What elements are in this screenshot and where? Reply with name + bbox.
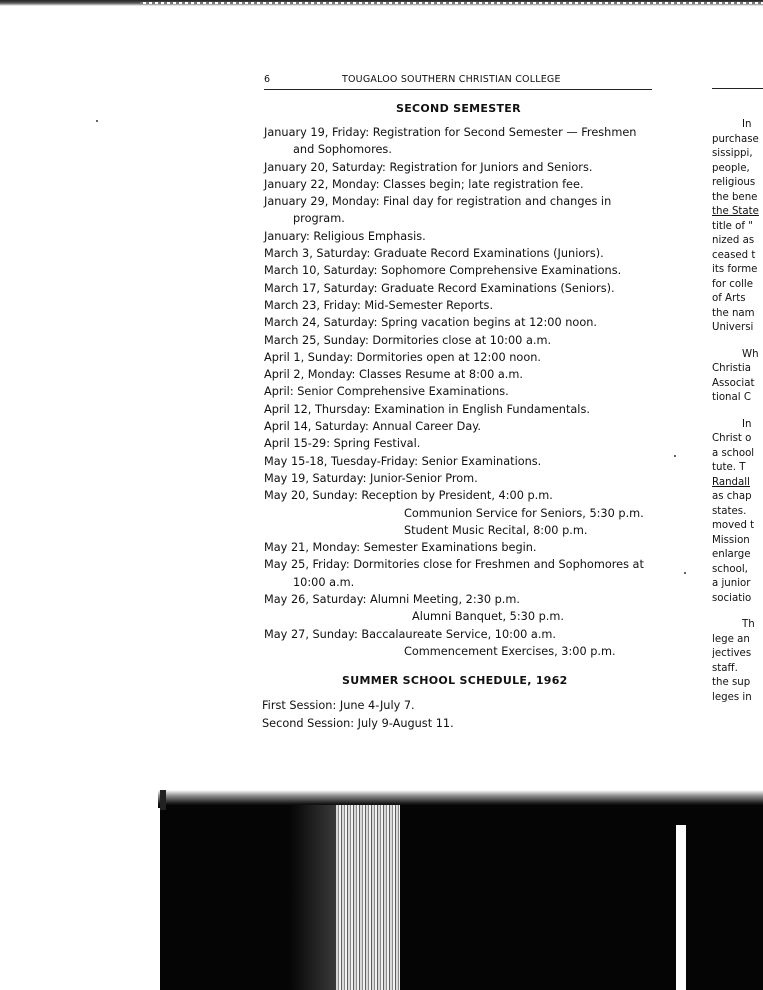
facing-text-fragment: for colle	[712, 278, 754, 290]
facing-text-fragment: purchase	[712, 133, 759, 145]
facing-paragraph-gap	[712, 406, 763, 418]
facing-page-text	[712, 118, 763, 705]
facing-text-fragment: the nam	[712, 307, 755, 319]
running-title: TOUGALOO SOUTHERN CHRISTIAN COLLEGE	[342, 74, 561, 85]
schedule-entry-text: March 25, Sunday: Dormitories close at 10:00 a.m.	[264, 333, 552, 347]
schedule-entry-text: May 21, Monday: Semester Examinations begin.	[264, 541, 537, 555]
facing-text-fragment: Wh	[742, 348, 759, 360]
facing-text-fragment: Associat	[712, 377, 755, 389]
facing-paragraph-gap	[712, 336, 763, 348]
facing-text-fragment: moved t	[712, 520, 755, 531]
scan-page-curl	[160, 790, 166, 810]
schedule-entry	[264, 332, 656, 349]
schedule-entry	[264, 435, 656, 452]
facing-text-fragment: ceased t	[712, 249, 756, 261]
facing-text-fragment: enlarge	[712, 549, 751, 560]
facing-text-fragment: Th	[742, 619, 755, 630]
schedule-entry-text: April 14, Saturday: Annual Career Day.	[264, 420, 481, 434]
schedule-entry	[264, 591, 656, 626]
scan-dark-gradient	[290, 805, 336, 990]
facing-text-fragment: title of "	[712, 220, 753, 232]
facing-text-fragment: In	[742, 418, 752, 430]
schedule-entry-text: May 26, Saturday: Alumni Meeting, 2:30 p.m.	[264, 593, 520, 607]
summer-school-sessions	[262, 697, 652, 732]
schedule-entry-text: April 15-29: Spring Festival.	[264, 437, 421, 451]
schedule-entry	[264, 176, 656, 193]
scan-speck	[674, 455, 676, 457]
facing-text-fragment: nized as	[712, 235, 755, 246]
facing-paragraph-gap	[712, 606, 763, 618]
summer-school-heading: SUMMER SCHOOL SCHEDULE, 1962	[342, 674, 568, 687]
schedule-entry	[264, 383, 656, 400]
facing-text-fragment: In	[742, 119, 752, 130]
schedule-entry-text: March 23, Friday: Mid-Semester Reports.	[264, 298, 494, 312]
scan-light-strip	[676, 825, 686, 990]
book-spine-edge	[336, 805, 400, 990]
schedule-entry	[264, 556, 656, 591]
facing-text-fragment: staff.	[712, 662, 738, 674]
schedule-entry-text: May 20, Sunday: Reception by President, 4:00 p.m.	[264, 489, 553, 503]
facing-text-fragment: as chap	[712, 491, 752, 502]
facing-page-header-rule	[712, 88, 763, 89]
summer-session-first: First Session: June 4-July 7.	[262, 699, 415, 712]
facing-text-fragment: Christia	[712, 363, 751, 374]
summer-session-second: Second Session: July 9-August 11.	[262, 716, 454, 730]
scan-speck	[684, 572, 686, 574]
schedule-entry	[264, 280, 656, 297]
facing-text-fragment: the sup	[712, 677, 751, 688]
facing-text-fragment: people,	[712, 162, 750, 174]
schedule-entry-subline: Commencement Exercises, 3:00 p.m.	[404, 644, 616, 658]
page-number: 6	[264, 74, 271, 85]
schedule-entry	[264, 366, 656, 383]
schedule-entry-text: May 27, Sunday: Baccalaureate Service, 10:00 a.m.	[264, 627, 557, 641]
schedule-entry-text: May 15-18, Tuesday-Friday: Senior Examinations.	[264, 454, 542, 468]
schedule-entry-text: January 19, Friday: Registration for Second Semester — Freshmen and Sophomores.	[264, 126, 637, 157]
facing-text-fragment: tional C	[712, 392, 751, 403]
schedule-entry	[264, 453, 656, 470]
second-semester-schedule	[264, 124, 656, 660]
facing-text-fragment: the bene	[712, 191, 758, 203]
schedule-entry-text: April 2, Monday: Classes Resume at 8:00 a.m.	[264, 368, 523, 382]
schedule-entry-subline: Student Music Recital, 8:00 p.m.	[404, 523, 588, 537]
facing-text-fragment: Mission	[712, 534, 750, 546]
scan-speck	[96, 120, 98, 122]
schedule-entry	[264, 539, 656, 556]
schedule-entry	[264, 418, 656, 435]
scan-top-dashes	[140, 2, 763, 4]
scan-dark-region	[160, 805, 763, 990]
schedule-entry-subline: Communion Service for Seniors, 5:30 p.m.	[404, 506, 644, 520]
facing-text-fragment: Christ o	[712, 433, 752, 444]
schedule-entry	[264, 487, 656, 539]
schedule-entry-subline: Alumni Banquet, 5:30 p.m.	[412, 610, 564, 624]
facing-text-fragment: sissippi,	[712, 148, 753, 159]
schedule-entry-text: March 10, Saturday: Sophomore Comprehensive Examinations.	[264, 264, 622, 278]
schedule-entry-text: January: Religious Emphasis.	[264, 229, 426, 243]
schedule-entry-text: April 12, Thursday: Examination in English Fundamentals.	[264, 402, 590, 416]
schedule-entry	[264, 470, 656, 487]
facing-text-fragment: tute. T	[712, 462, 746, 473]
schedule-entry-text: March 17, Saturday: Graduate Record Examinations (Seniors).	[264, 281, 615, 295]
facing-text-fragment: sociatio	[712, 592, 752, 604]
facing-text-fragment: the State	[712, 206, 759, 217]
facing-text-fragment: lege an	[712, 633, 750, 645]
schedule-entry-text: March 3, Saturday: Graduate Record Examinations (Juniors).	[264, 247, 604, 261]
schedule-entry-text: April: Senior Comprehensive Examinations.	[264, 385, 509, 399]
schedule-entry-text: April 1, Sunday: Dormitories open at 12:00 noon.	[264, 350, 541, 364]
page-header	[264, 72, 652, 90]
second-semester-heading: SECOND SEMESTER	[396, 102, 521, 115]
facing-text-fragment: of Arts	[712, 293, 746, 304]
schedule-entry	[264, 349, 656, 366]
schedule-entry-text: January 29, Monday: Final day for registration and changes in program.	[264, 195, 612, 226]
schedule-entry	[264, 228, 656, 245]
schedule-entry	[264, 124, 656, 159]
facing-text-fragment: Universi	[712, 322, 754, 333]
facing-text-fragment: Randall	[712, 476, 750, 488]
facing-text-fragment: states.	[712, 505, 747, 517]
facing-text-fragment: school,	[712, 563, 748, 575]
facing-text-fragment: leges in	[712, 691, 752, 703]
schedule-entry	[264, 262, 656, 279]
schedule-entry-text: January 20, Saturday: Registration for Juniors and Seniors.	[264, 160, 593, 174]
schedule-entry-text: March 24, Saturday: Spring vacation begins at 12:00 noon.	[264, 316, 597, 330]
schedule-entry	[264, 245, 656, 262]
schedule-entry	[264, 159, 656, 176]
schedule-entry	[264, 401, 656, 418]
facing-text-fragment: jectives	[712, 648, 752, 659]
schedule-entry	[264, 314, 656, 331]
schedule-entry	[264, 626, 656, 661]
schedule-entry-text: May 25, Friday: Dormitories close for Freshmen and Sophomores at 10:00 a.m.	[264, 558, 644, 589]
facing-text-fragment: a school	[712, 447, 755, 459]
schedule-entry-text: January 22, Monday: Classes begin; late registration fee.	[264, 177, 584, 191]
facing-text-fragment: a junior	[712, 578, 751, 589]
facing-text-fragment: its forme	[712, 264, 758, 275]
facing-text-fragment: religious	[712, 177, 756, 188]
schedule-entry-text: May 19, Saturday: Junior-Senior Prom.	[264, 471, 478, 485]
schedule-entry	[264, 193, 656, 228]
schedule-entry	[264, 297, 656, 314]
